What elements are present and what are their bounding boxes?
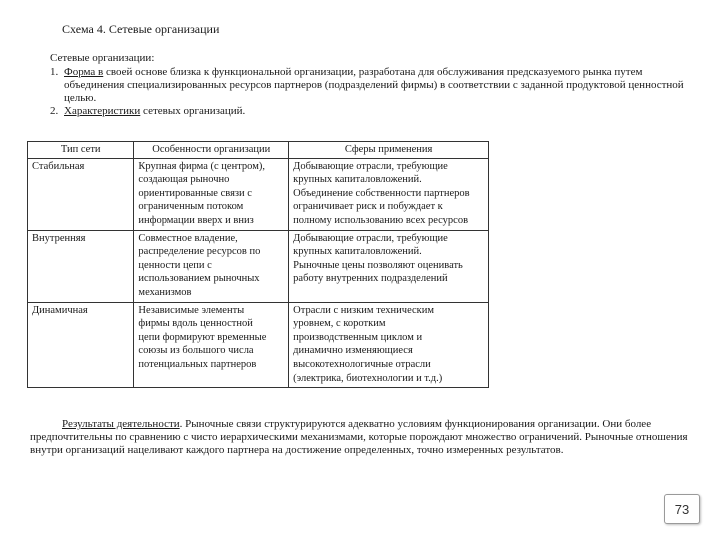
cell-line: крупных капиталовложений.	[293, 174, 422, 186]
column-header-features: Особенности организации	[134, 142, 289, 159]
column-header-type: Тип сети	[28, 142, 134, 159]
intro-item-text-line: сетевых организаций.	[140, 105, 246, 117]
term-results: Результаты деятельности	[62, 418, 180, 430]
cell-line: динамично изменяющиеся	[293, 345, 413, 357]
cell-line: крупных капиталовложений.	[293, 246, 422, 258]
table-row	[28, 158, 489, 230]
cell-spheres	[289, 302, 489, 388]
intro-item-form	[50, 66, 700, 105]
cell-line: Независимые элементы	[138, 304, 245, 316]
cell-network-type: Стабильная	[28, 158, 134, 230]
table-row	[28, 302, 489, 388]
intro-item-text-line: своей основе близка к функциональной организации, разработана для обслуживания предсказуемого рынка путем	[103, 66, 643, 78]
results-text-line: . Рыночные связи структурируются адекватно условиям функционирования организации. Они более	[179, 418, 652, 430]
cell-line: Объединение собственности партнеров	[293, 187, 470, 199]
intro-section	[50, 52, 700, 118]
cell-line: производственным циклом и	[293, 331, 423, 343]
list-number: 2.	[50, 105, 59, 117]
cell-line: союзы из большого числа	[138, 345, 254, 357]
network-types-table	[27, 141, 489, 388]
cell-line: Добывающие отрасли, требующие	[293, 232, 448, 244]
cell-line: механизмов	[138, 286, 192, 298]
cell-line: фирмы вдоль ценностной	[138, 318, 253, 330]
cell-network-type: Динамичная	[28, 302, 134, 388]
table-header-row	[28, 142, 489, 159]
cell-line: Отрасли с низким техническим	[293, 304, 435, 316]
cell-line: уровнем, с коротким	[293, 318, 386, 330]
cell-line: полному использованию всех ресурсов	[293, 214, 469, 226]
cell-network-type: Внутренняя	[28, 230, 134, 302]
cell-line: ориентированные связи с	[138, 187, 252, 199]
results-section	[30, 418, 698, 457]
cell-line: информации вверх и вниз	[138, 214, 254, 226]
intro-item-characteristics	[50, 105, 700, 118]
cell-features	[134, 158, 289, 230]
intro-item-text-line: целью.	[64, 92, 97, 104]
cell-line: использованием рыночных	[138, 273, 260, 285]
results-paragraph	[30, 418, 698, 457]
cell-line: создающая рыночно	[138, 174, 230, 186]
cell-line: ограничивает риск и побуждает к	[293, 201, 443, 213]
page-title: Схема 4. Сетевые организации	[62, 22, 220, 36]
intro-heading: Сетевые организации:	[50, 52, 155, 64]
cell-line: (электрика, биотехнологии и т.д.)	[293, 372, 443, 384]
cell-line: Совместное владение,	[138, 232, 238, 244]
cell-features	[134, 230, 289, 302]
cell-line: цепи формируют временные	[138, 331, 267, 343]
cell-line: распределение ресурсов по	[138, 246, 261, 258]
column-header-spheres: Сферы применения	[289, 142, 489, 159]
intro-item-text-line: объединения специализированных ресурсов партнеров (подразделений фирмы) в соответствии с заданной продуктовой ценностной	[64, 79, 684, 91]
cell-line: Рыночные цены позволяют оценивать	[293, 259, 463, 271]
cell-features	[134, 302, 289, 388]
page-number-badge	[664, 494, 700, 524]
results-text-line: предпочтительны по сравнению с чисто иерархическими механизмами, которые порождают множество ограничений. Рыночные отношения	[30, 431, 688, 443]
page-number: 73	[674, 501, 690, 517]
list-number: 1.	[50, 66, 59, 78]
term-characteristics: Характеристики	[64, 105, 141, 117]
term-form: Форма в	[64, 66, 104, 78]
cell-spheres	[289, 158, 489, 230]
cell-line: ценности цепи с	[138, 259, 212, 271]
cell-line: работу внутренних подразделений	[293, 273, 448, 285]
cell-line: ограниченным потоком	[138, 201, 244, 213]
cell-spheres	[289, 230, 489, 302]
intro-list	[50, 66, 700, 118]
table-row	[28, 230, 489, 302]
cell-line: Крупная фирма (с центром),	[138, 160, 265, 172]
cell-line: Добывающие отрасли, требующие	[293, 160, 448, 172]
cell-line: высокотехнологичные отрасли	[293, 358, 431, 370]
results-text-line: внутри организаций нацеливают каждого партнера на достижение определенных, точно измеренных результатов.	[30, 444, 564, 456]
cell-line: потенциальных партнеров	[138, 358, 257, 370]
